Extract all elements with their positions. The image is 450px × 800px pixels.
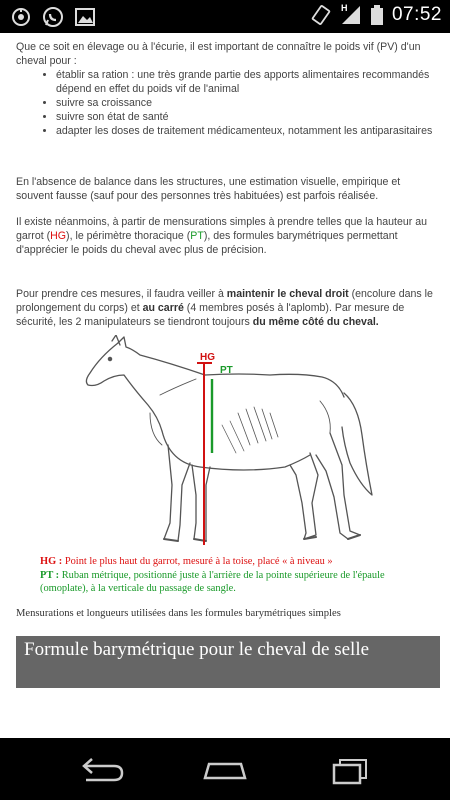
- section-heading: Formule barymétrique pour le cheval de selle: [16, 636, 440, 688]
- navigation-bar: [0, 738, 450, 800]
- hg-inline: HG: [50, 230, 67, 242]
- hotspot-icon: [10, 6, 32, 28]
- notification-icons: [10, 6, 96, 28]
- mensurations-paragraph: Il existe néanmoins, à partir de mensurations simples à prendre telles que la hauteur au garrot (HG), le périmètre thoracique (PT), des formules barymétriques permettant d'apprécier le poids du cheval avec plus de précision.: [16, 216, 428, 256]
- purpose-list: [56, 68, 434, 138]
- home-icon[interactable]: [197, 752, 253, 788]
- intro-paragraph: Que ce soit en élevage ou à l'écurie, il est important de connaître le poids vif (PV) d'un cheval pour :: [16, 41, 421, 67]
- recents-icon[interactable]: [322, 752, 378, 788]
- list-item: • établir sa ration : une très grande partie des apports alimentaires recommandés dépend en effet du poids vif de l'animal: [56, 68, 434, 96]
- balance-paragraph: En l'absence de balance dans les structures, une estimation visuelle, empirique et souvent fausse (sauf pour des personnes très habituées) est parfois réalisée.: [16, 176, 401, 202]
- gallery-icon: [74, 6, 96, 28]
- list-item: • suivre sa croissance: [56, 96, 434, 110]
- clock: 07:52: [391, 4, 442, 25]
- list-item: • suivre son état de santé: [56, 110, 434, 124]
- back-icon[interactable]: [72, 752, 128, 788]
- horse-illustration: [0, 335, 450, 555]
- signal-icon: [340, 4, 362, 26]
- rotate-icon: [310, 4, 332, 26]
- pt-caption: PT : Ruban métrique, positionné juste à l'arrière de la pointe supérieure de l'épaule (omoplate), à la verticale du passage de sangle.: [40, 569, 385, 594]
- article-body: [0, 33, 450, 329]
- horse-drawing: [0, 335, 450, 555]
- web-page[interactable]: [0, 33, 450, 738]
- status-bar: [0, 0, 450, 33]
- list-item: • adapter les doses de traitement médicamenteux, notamment les antiparasitaires: [56, 124, 434, 138]
- hg-caption: HG : Point le plus haut du garrot, mesuré à la toise, placé « à niveau »: [40, 556, 333, 567]
- figure-subcaption: Mensurations et longueurs utilisées dans les formules barymétriques simples: [16, 607, 341, 619]
- network-label: H: [340, 3, 348, 13]
- pt-figure-label: PT: [220, 365, 233, 376]
- hg-figure-label: HG: [200, 352, 215, 363]
- battery-icon: [370, 4, 384, 26]
- mesures-paragraph: Pour prendre ces mesures, il faudra veiller à maintenir le cheval droit (encolure dans le prolongement du corps) et au carré (4 membres posés à l'aplomb). Par mesure de sécurité, les 2 manipulateurs se tiendront toujours du même côté du cheval.: [16, 288, 433, 328]
- system-icons: [310, 4, 442, 26]
- figure-caption: [0, 555, 450, 596]
- whatsapp-icon: [42, 6, 64, 28]
- pt-inline: PT: [190, 230, 204, 242]
